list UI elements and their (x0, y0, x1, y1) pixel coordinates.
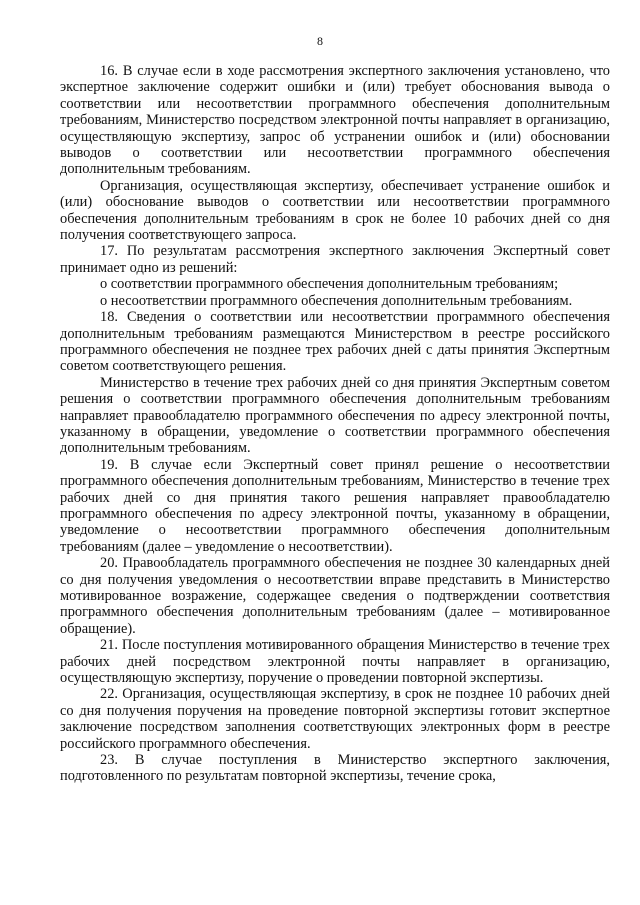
paragraph-16-continuation: Организация, осуществляющая экспертизу, обеспечивает устранение ошибок и (или) обоснование выводов о соответствии или несоответствии программного обеспечения дополнительным требованиям в срок не более 10 рабочих дней со дня получения соответствующего запроса. (60, 177, 610, 244)
paragraph-18: 18. Сведения о соответствии или несоответствии программного обеспечения дополнительным требованиям размещаются Министерством в реестре российского программного обеспечения не позднее трех рабочих дней с даты принятия Экспертным советом соответствующего решения. (60, 309, 610, 375)
paragraph-20: 20. Правообладатель программного обеспечения не позднее 30 календарных дней со дня получения уведомления о несоответствии вправе представить в Министерство мотивированное возражение, содержащее сведения о подтверждении соответствия программного обеспечения дополнительным требованиям (далее – мотивированное обращение). (60, 555, 610, 637)
paragraph-19: 19. В случае если Экспертный совет принял решение о несоответствии программного обеспечения дополнительным требованиям, Министерство в течение трех рабочих дней со дня принятия такого решения направляет правообладателю программного обеспечения по адресу электронной почты, указанному в обращении, уведомление о несоответствии программного обеспечения дополнительным требованиям (далее – уведомление о несоответствии). (60, 456, 610, 555)
paragraph-16: 16. В случае если в ходе рассмотрения экспертного заключения установлено, что экспертное заключение содержит ошибки и (или) требует обоснования вывода о соответствии или несоответствии программного обеспечения дополнительным требованиям, Министерство посредством электронной почты направляет в организацию, осуществляющую экспертизу, запрос об устранении ошибок и (или) обосновании выводов о соответствии или несоответствии программного обеспечения дополнительным требованиям. (60, 63, 610, 178)
paragraph-22: 22. Организация, осуществляющая экспертизу, в срок не позднее 10 рабочих дней со дня получения поручения на проведение повторной экспертизы готовит экспертное заключение посредством заполнения соответствующих электронных форм в реестре российского программного обеспечения. (60, 686, 610, 752)
paragraph-17: 17. По результатам рассмотрения экспертного заключения Экспертный совет принимает одно из решений: (60, 243, 610, 276)
decision-option-compliance: о соответствии программного обеспечения дополнительным требованиям; (100, 276, 559, 293)
decision-option-noncompliance: о несоответствии программного обеспечения дополнительным требованиям. (100, 292, 573, 309)
document-body (60, 63, 610, 785)
paragraph-23: 23. В случае поступления в Министерство экспертного заключения, подготовленного по результатам повторной экспертизы, течение срока, (60, 752, 610, 785)
paragraph-21: 21. После поступления мотивированного обращения Министерство в течение трех рабочих дней посредством электронной почты направляет в организацию, осуществляющую экспертизу, поручение о проведении повторной экспертизы. (60, 637, 610, 687)
paragraph-18-continuation: Министерство в течение трех рабочих дней со дня принятия Экспертным советом решения о соответствии программного обеспечения дополнительным требованиям направляет правообладателю программного обеспечения по адресу электронной почты, указанному в обращении, уведомление о соответствии программного обеспечения дополнительным требованиям. (60, 374, 610, 457)
page-number: 8 (317, 34, 323, 48)
